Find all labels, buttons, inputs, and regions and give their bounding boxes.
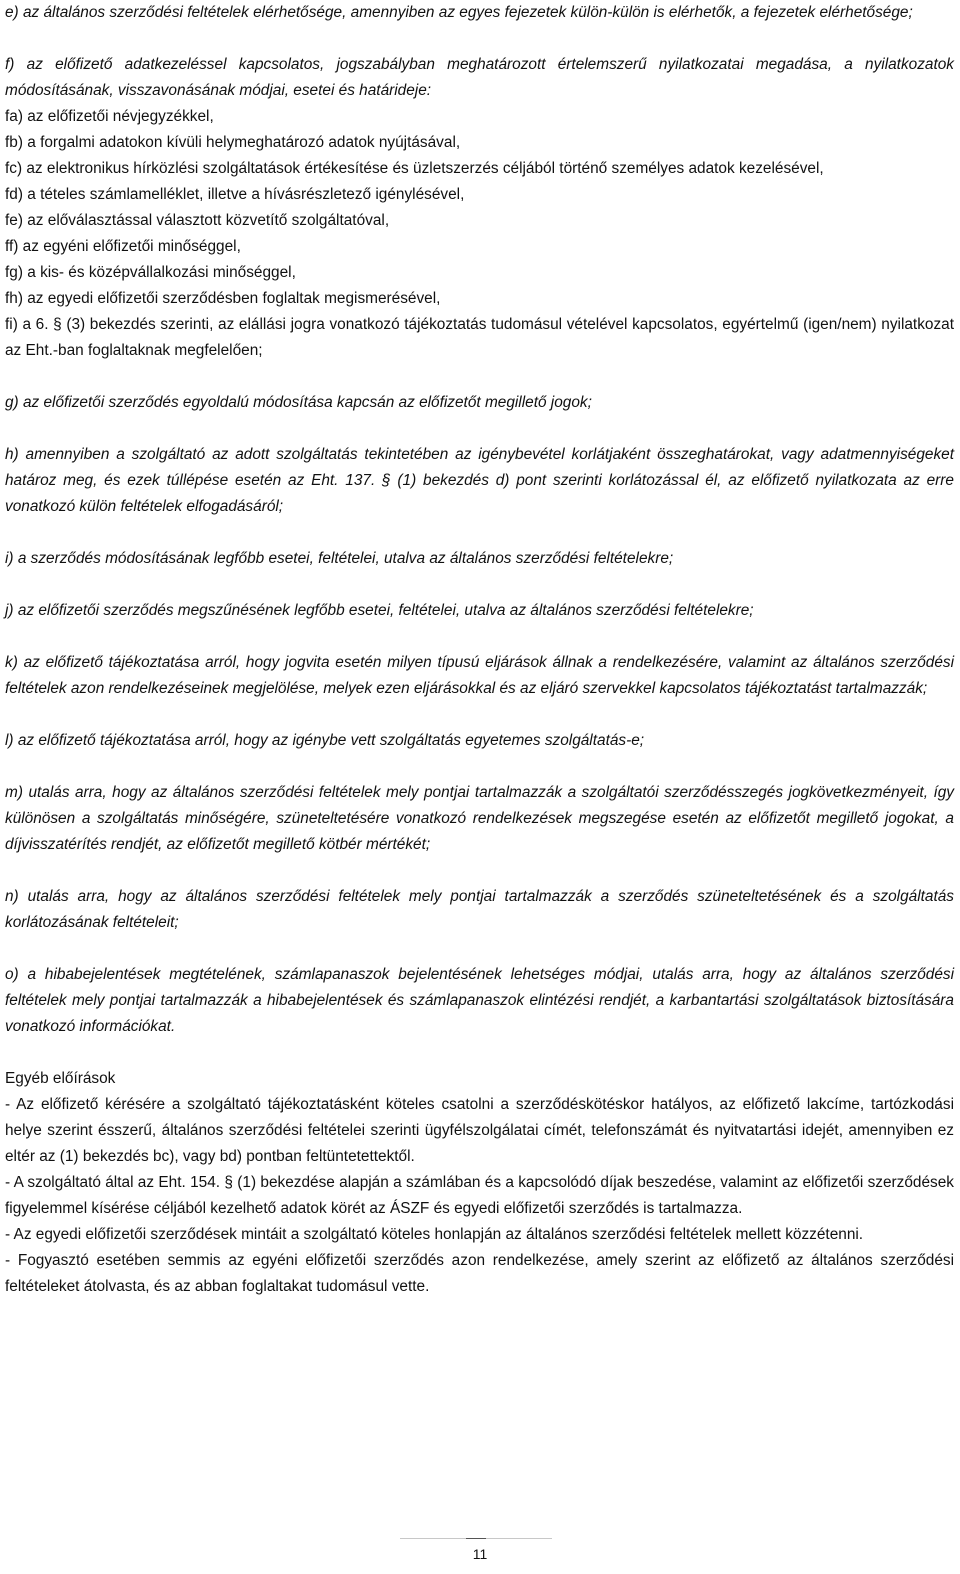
list-item-fd: fd) a tételes számlamelléklet, illetve a hívásrészletező igénylésével,	[5, 186, 465, 203]
paragraph-l: l) az előfizető tájékoztatása arról, hogy az igénybe vett szolgáltatás egyetemes szolgáltatás-e;	[5, 732, 645, 749]
paragraph-j: j) az előfizetői szerződés megszűnésének legfőbb esetei, feltételei, utalva az általános szerződési feltételekre;	[5, 602, 754, 619]
page-number: 11	[472, 1546, 488, 1562]
list-item-fg: fg) a kis- és középvállalkozási minőséggel,	[5, 264, 296, 281]
paragraph-h: h) amennyiben a szolgáltató az adott szolgáltatás tekintetében az igénybevétel korlátjaként összeghatárokat, vagy adatmennyiségeket határoz meg, és ezek túllépése esetén az Eht. 137. § (1) bekezdés d) pont szerinti korlátozással él, az előfizető nyilatkozata az erre vonatkozó külön feltételek elfogadásáról;	[5, 446, 954, 515]
list-item-fa: fa) az előfizetői névjegyzékkel,	[5, 108, 214, 125]
paragraph-k: k) az előfizető tájékoztatása arról, hogy jogvita esetén milyen típusú eljárások állnak a rendelkezésére, valamint az általános szerződési feltételek azon rendelkezéseinek megjelölése, melyek ezen eljárásokkal és az eljáró szervekkel kapcsolatos tájékoztatást tartalmazzák;	[5, 654, 954, 697]
rule-paragraph-2: - A szolgáltató által az Eht. 154. § (1) bekezdése alapján a számlában és a kapcsolódó díjak beszedése, valamint az előfizetői szerződések figyelemmel kísérése céljából kezelhető adatok körét az ÁSZF és egyedi előfizetői szerződés is tartalmazza.	[5, 1174, 954, 1217]
paragraph-m: m) utalás arra, hogy az általános szerződési feltételek mely pontjai tartalmazzák a szolgáltatói szerződésszegés jogkövetkezményeit, így különösen a szolgáltatás minőségére, szüneteltetésére vonatkozó rendelkezések megszegése esetén az előfizetőt megillető jogokat, a díjvisszatérítés rendjét, az előfizetőt megillető kötbér mértékét;	[5, 784, 954, 853]
paragraph-e: e) az általános szerződési feltételek elérhetősége, amennyiben az egyes fejezetek külön-külön is elérhetők, a fejezetek elérhetősége;	[5, 4, 913, 21]
list-item-fh: fh) az egyedi előfizetői szerződésben foglaltak megismerésével,	[5, 290, 441, 307]
section-heading: Egyéb előírások	[5, 1070, 116, 1087]
paragraph-g: g) az előfizetői szerződés egyoldalú módosítása kapcsán az előfizetőt megillető jogok;	[5, 394, 592, 411]
rule-paragraph-1: - Az előfizető kérésére a szolgáltató tájékoztatásként köteles csatolni a szerződéskötéskor hatályos, az előfizető lakcíme, tartózkodási helye szerint ésszerű, általános szerződési feltételei szerinti ügyfélszolgálatai címét, telefonszámát és nyitvatartási idejét, amennyiben ez eltér az (1) bekezdés bc), vagy bd) pontban feltüntetettektől.	[5, 1096, 954, 1165]
list-item-ff: ff) az egyéni előfizetői minőséggel,	[5, 238, 241, 255]
paragraph-f: f) az előfizető adatkezeléssel kapcsolatos, jogszabályban meghatározott értelemszerű nyilatkozatai megadása, a nyilatkozatok módosításának, visszavonásának módjai, esetei és határideje:	[5, 56, 954, 99]
list-item-fi: fi) a 6. § (3) bekezdés szerinti, az elállási jogra vonatkozó tájékoztatás tudomásul vételével kapcsolatos, egyértelmű (igen/nem) nyilatkozat az Eht.-ban foglaltaknak megfelelően;	[5, 316, 954, 359]
rule-paragraph-3: - Az egyedi előfizetői szerződések mintáit a szolgáltató köteles honlapján az általános szerződési feltételek mellett közzétenni.	[5, 1226, 864, 1243]
list-item-fb: fb) a forgalmi adatokon kívüli helymeghatározó adatok nyújtásával,	[5, 134, 461, 151]
paragraph-n: n) utalás arra, hogy az általános szerződési feltételek mely pontjai tartalmazzák a szerződés szüneteltetésének és a szolgáltatás korlátozásának feltételeit;	[5, 888, 954, 931]
document-body	[5, 0, 954, 1300]
list-item-fe: fe) az előválasztással választott közvetítő szolgáltatóval,	[5, 212, 390, 229]
page-footer	[0, 1532, 960, 1572]
paragraph-o: o) a hibabejelentések megtételének, számlapanaszok bejelentésének lehetséges módjai, utalás arra, hogy az általános szerződési feltételek mely pontjai tartalmazzák a hibabejelentések és számlapanaszok elintézési rendjét, a karbantartási szolgáltatások biztosítására vonatkozó információkat.	[5, 966, 954, 1035]
paragraph-i: i) a szerződés módosításának legfőbb esetei, feltételei, utalva az általános szerződési feltételekre;	[5, 550, 674, 567]
rule-paragraph-4: - Fogyasztó esetében semmis az egyéni előfizetői szerződés azon rendelkezése, amely szerint az előfizető az általános szerződési feltételeket átolvasta, és az abban foglaltakat tudomásul vette.	[5, 1252, 954, 1295]
footer-divider-accent	[466, 1538, 486, 1539]
list-item-fc: fc) az elektronikus hírközlési szolgáltatások értékesítése és üzletszerzés céljából történő személyes adatok kezelésével,	[5, 160, 824, 177]
